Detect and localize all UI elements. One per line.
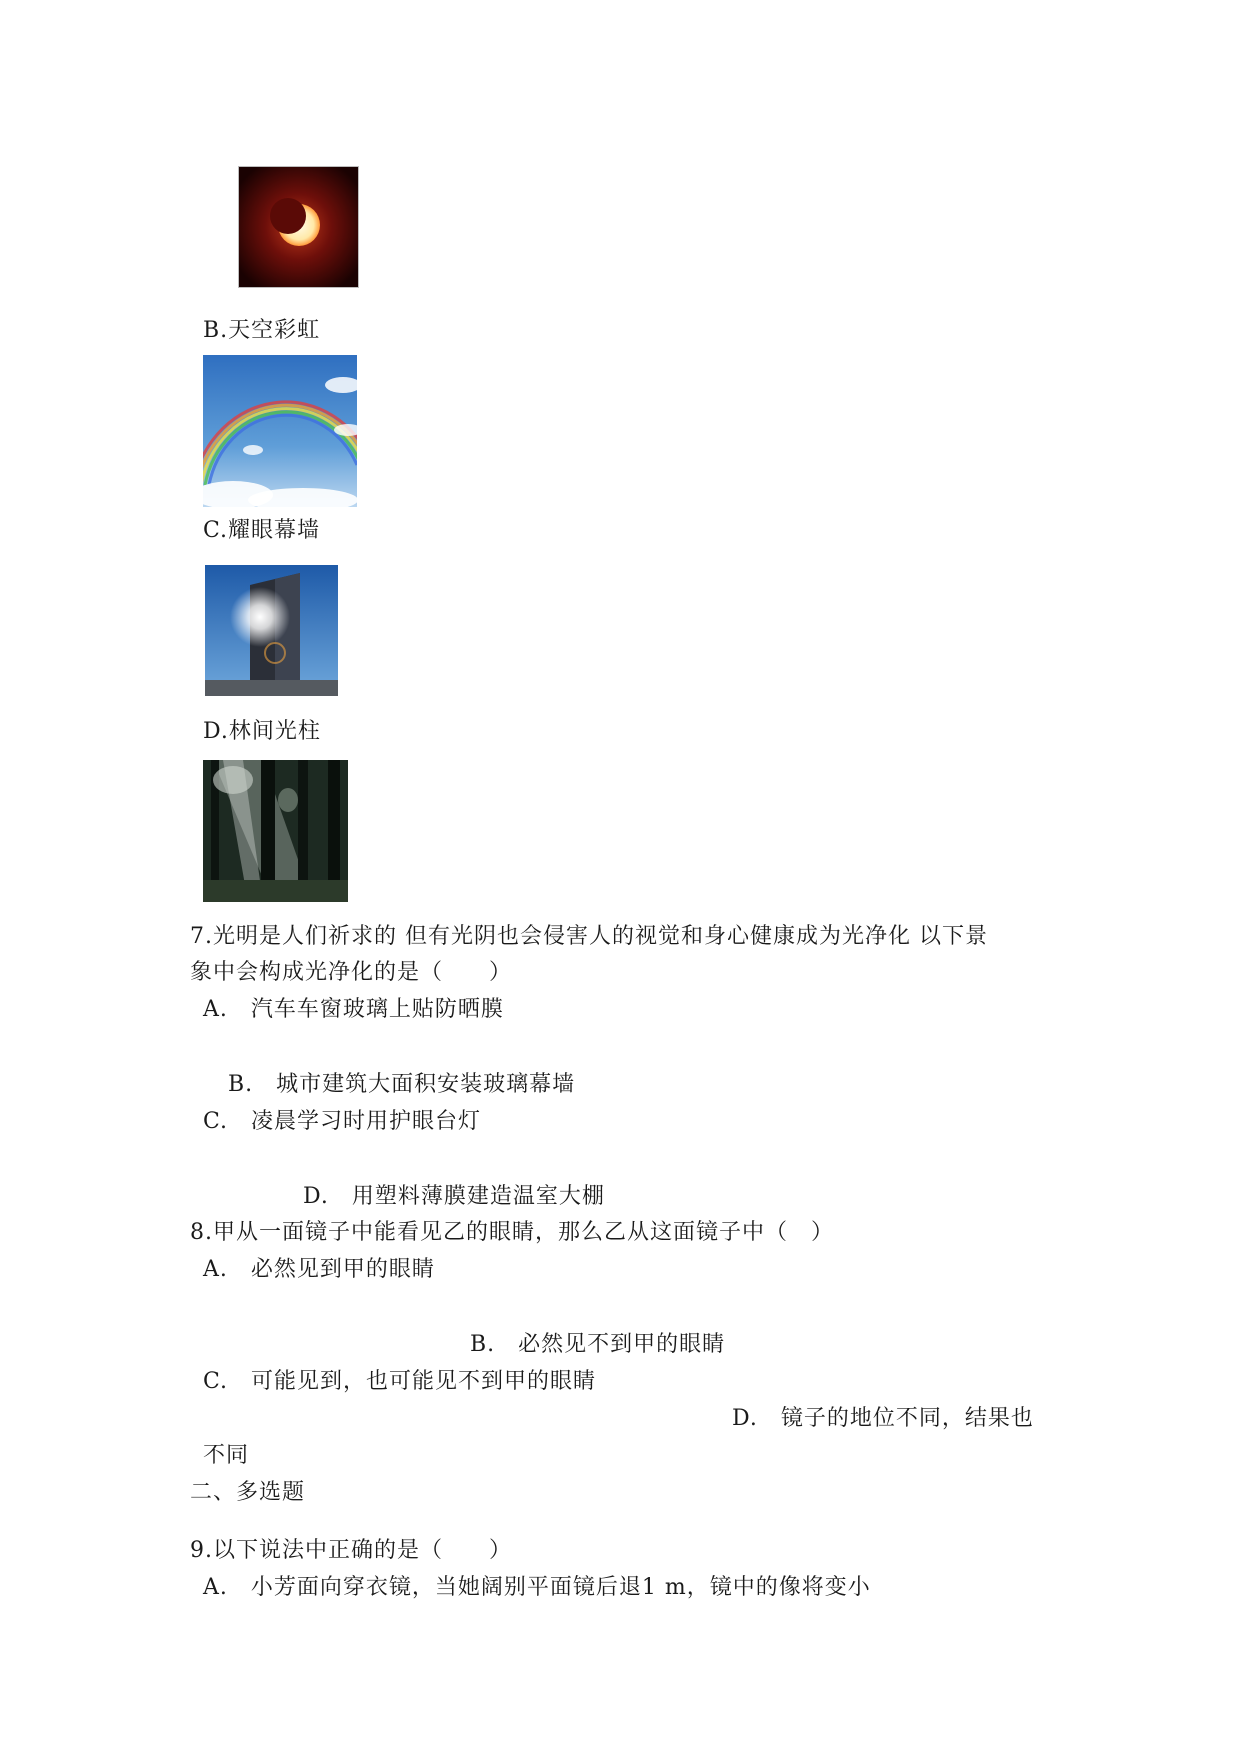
q8-stem: 8.甲从一面镜子中能看见乙的眼睛，那么乙从这面镜子中（ ） xyxy=(190,1220,834,1245)
q6-option-c: C.耀眼幕墙 xyxy=(203,518,321,543)
q7-option-d: D. 用塑料薄膜建造温室大棚 xyxy=(303,1184,605,1209)
q7-option-a: A. 汽车车窗玻璃上贴防晒膜 xyxy=(203,997,504,1022)
section-title: 二、多选题 xyxy=(190,1480,306,1505)
q6-option-b: B.天空彩虹 xyxy=(203,318,321,343)
solar-eclipse-image xyxy=(238,166,359,288)
q8-option-c: C. 可能见到，也可能见不到甲的眼睛 xyxy=(203,1369,597,1394)
q7-option-c: C. 凌晨学习时用护眼台灯 xyxy=(203,1109,482,1134)
q8-option-d-line2: 不同 xyxy=(203,1443,250,1468)
forest-light-beams-image xyxy=(203,760,348,902)
q8-option-d-line1: D. 镜子的地位不同，结果也 xyxy=(732,1406,1034,1431)
q7-stem-line2: 象中会构成光净化的是（ ） xyxy=(190,960,513,985)
q6-option-d: D.林间光柱 xyxy=(203,719,321,744)
rainbow-sky-image xyxy=(203,355,357,507)
q9-option-a: A. 小芳面向穿衣镜，当她阔别平面镜后退1 m，镜中的像将变小 xyxy=(203,1575,871,1600)
q7-option-b: B. 城市建筑大面积安装玻璃幕墙 xyxy=(228,1072,576,1097)
q9-stem: 9.以下说法中正确的是（ ） xyxy=(190,1538,512,1563)
q7-stem-line1: 7.光明是人们祈求的 但有光阴也会侵害人的视觉和身心健康成为光净化 以下景 xyxy=(190,924,988,949)
glass-curtain-wall-image xyxy=(205,565,338,696)
q8-option-b: B. 必然见不到甲的眼睛 xyxy=(470,1332,726,1357)
q8-option-a: A. 必然见到甲的眼睛 xyxy=(203,1257,435,1282)
